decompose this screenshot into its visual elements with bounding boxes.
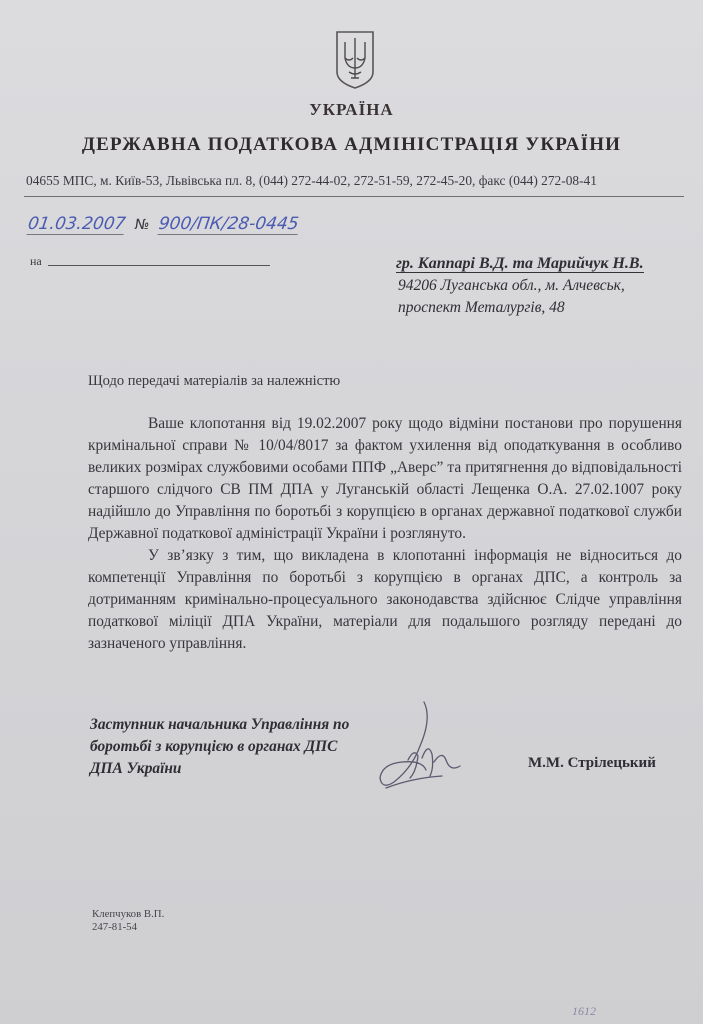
signatory-title-line: Заступник начальника Управління по — [90, 716, 350, 733]
signatory-name: М.М. Стрілецький — [528, 755, 656, 771]
body-paragraph: Ваше клопотання від 19.02.2007 року щодо відміни постанови про порушення кримінальної справи № 10/04/8017 за фактом ухилення від оподаткування в особливо великих розмірах службовими особами ППФ „Аверс” та притягнення до відповідальності старшого слідчого СВ ПМ ДПА у Луганській області Лещенка О.А. 27.02.1007 року надійшло до Управління по боротьбі з корупцією в органах державної податкової служби Державної податкової адміністрації України і розглянуто. — [88, 415, 682, 542]
outgoing-number: 900/ПК/28-0445 — [157, 214, 300, 234]
outgoing-registration — [27, 214, 300, 235]
country-heading: УКРАЇНА — [309, 100, 394, 119]
reply-label: на — [30, 254, 42, 268]
recipient-address-line2: проспект Металургів, 48 — [398, 299, 565, 316]
body-paragraph: У зв’язку з тим, що викладена в клопотанні інформація не відноситься до компетенції Управління по боротьбі з корупцією в органах ДПС, а контроль за дотриманням кримінально-процесуального законодавства здійснює Слідче управління податкової міліції ДПА України, матеріали для подальшого розгляду передані до зазначеного управління. — [88, 547, 682, 652]
header-divider — [24, 196, 684, 197]
agency-heading: ДЕРЖАВНА ПОДАТКОВА АДМІНІСТРАЦІЯ УКРАЇНИ — [81, 134, 622, 155]
signatory-title-line: ДПА України — [90, 760, 182, 777]
recipient-address-line1: 94206 Луганська обл., м. Алчевськ, — [398, 277, 625, 294]
reply-blank-line — [48, 265, 270, 266]
letter-body — [88, 413, 682, 655]
executor-name: Клепчуков В.П. — [92, 908, 165, 920]
executor-info — [92, 908, 164, 934]
number-label: № — [133, 217, 151, 233]
letter-subject: Щодо передачі матеріалів за належністю — [88, 373, 341, 389]
registry-stamp: 1612 — [572, 1004, 596, 1018]
agency-address: 04655 МПС, м. Київ-53, Львівська пл. 8, (044) 272-44-02, 272-51-59, 272-45-20, факс (044) 272-08-41 — [26, 173, 597, 188]
recipient-name: гр. Каппарі В.Д. та Марийчук Н.В. — [396, 255, 644, 272]
trident-emblem-icon — [333, 28, 377, 90]
executor-phone: 247-81-54 — [92, 921, 137, 933]
outgoing-date: 01.03.2007 — [26, 214, 127, 234]
handwritten-signature — [372, 698, 472, 798]
signatory-title-line: боротьбі з корупцією в органах ДПС — [90, 738, 338, 755]
recipient-block — [396, 253, 644, 319]
signatory-title — [90, 714, 349, 780]
